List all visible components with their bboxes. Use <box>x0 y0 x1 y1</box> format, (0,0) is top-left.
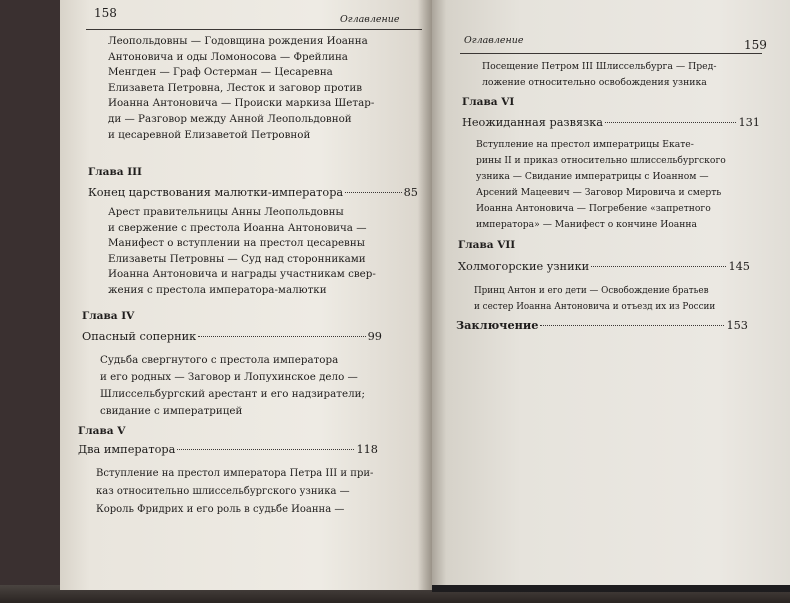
text-line: свидание с императрицей <box>100 405 243 417</box>
text-line: и свержение с престола Иоанна Антоновича — <box>108 221 367 234</box>
chapter-label: Глава V <box>78 425 126 437</box>
text-line: Иоанна Антоновича — Происки маркиза Шетар- <box>108 97 375 110</box>
text-line: и его родных — Заговор и Лопухинское дело — <box>100 371 358 383</box>
text-line: Арест правительницы Анны Леопольдовны <box>108 206 344 218</box>
text-line: Иоанна Антоновича и награды участникам свер- <box>108 268 376 281</box>
text-line: Антоновича и оды Ломоносова — Фрейлина <box>108 50 348 63</box>
toc-entry-page: 153 <box>726 319 748 332</box>
toc-entry-page: 118 <box>356 443 378 456</box>
leader-dots <box>540 325 724 326</box>
leader-dots <box>591 266 726 267</box>
toc-entry-chapter-7[interactable] <box>458 260 750 273</box>
chapter-label: Глава IV <box>82 310 135 322</box>
text-line: и цесаревной Елизаветой Петровной <box>108 128 311 141</box>
text-line: узника — Свидание императрицы с Иоанном — <box>476 171 709 182</box>
text-line: Менгден — Граф Остерман — Цесаревна <box>108 66 333 79</box>
leader-dots <box>605 122 736 123</box>
text-line: Принц Антон и его дети — Освобождение братьев <box>474 286 709 296</box>
toc-entry-conclusion[interactable] <box>456 318 748 332</box>
text-line: Леопольдовны — Годовщина рождения Иоанна <box>108 35 368 47</box>
header-rule <box>460 53 762 54</box>
text-line: каз относительно шлиссельбургского узника — <box>96 486 350 497</box>
chapter-summary <box>108 205 376 299</box>
running-head: Оглавление <box>464 35 524 46</box>
chapter-summary <box>100 352 365 420</box>
text-line: и сестер Иоанна Антоновича и отъезд их из России <box>474 302 716 312</box>
toc-entry-title: Два императора <box>78 443 176 456</box>
chapter-label: Глава VII <box>458 239 516 251</box>
text-line: императора» — Манифест о кончине Иоанна <box>476 219 697 230</box>
toc-entry-chapter-4[interactable] <box>82 330 382 343</box>
toc-entry-page: 99 <box>367 330 382 343</box>
toc-entry-title: Заключение <box>456 318 539 332</box>
chapter-summary <box>474 283 715 315</box>
toc-entry-chapter-5[interactable] <box>78 443 378 456</box>
text-line: Вступление на престол императрицы Екате- <box>476 139 694 150</box>
text-line: жения с престола императора-малютки <box>108 283 327 296</box>
text-line: Елизавета Петровна, Лесток и заговор против <box>108 81 362 94</box>
header-rule <box>86 29 422 30</box>
toc-entry-page: 85 <box>403 186 418 199</box>
leader-dots <box>198 336 365 337</box>
toc-entry-chapter-3[interactable] <box>88 186 418 199</box>
leader-dots <box>177 449 354 450</box>
running-head: Оглавление <box>340 14 400 25</box>
toc-entry-page: 131 <box>738 116 760 129</box>
leader-dots <box>345 192 401 193</box>
text-line: ложение относительно освобождения узника <box>482 77 707 88</box>
toc-entry-title: Конец царствования малютки-императора <box>88 186 344 199</box>
intro-text <box>482 59 717 91</box>
text-line: Шлиссельбургский арестант и его надзиратели; <box>100 388 365 400</box>
text-line: Посещение Петром III Шлиссельбурга — Пред- <box>482 61 717 72</box>
toc-entry-chapter-6[interactable] <box>462 116 760 129</box>
intro-text <box>108 34 374 143</box>
text-line: ди — Разговор между Анной Леопольдовной <box>108 112 352 125</box>
page-number: 158 <box>94 6 117 20</box>
text-line: Елизаветы Петровны — Суд над сторонниками <box>108 252 366 265</box>
text-line: Манифест о вступлении на престол цесаревны <box>108 237 365 250</box>
text-line: Судьба свергнутого с престола императора <box>100 354 339 366</box>
page-number: 159 <box>744 38 767 52</box>
text-line: рины II и приказ относительно шлиссельбургского <box>476 155 726 166</box>
right-page <box>432 0 790 585</box>
chapter-label: Глава III <box>88 166 142 178</box>
chapter-label: Глава VI <box>462 96 515 108</box>
toc-entry-title: Холмогорские узники <box>458 260 590 273</box>
toc-entry-title: Опасный соперник <box>82 330 197 343</box>
text-line: Вступление на престол императора Петра III и при- <box>96 468 374 479</box>
text-line: Король Фридрих и его роль в судьбе Иоанна — <box>96 504 345 515</box>
text-line: Иоанна Антоновича — Погребение «запретного <box>476 203 711 214</box>
toc-entry-page: 145 <box>728 260 750 273</box>
chapter-summary <box>476 137 726 233</box>
left-page <box>60 0 432 590</box>
toc-entry-title: Неожиданная развязка <box>462 116 604 129</box>
chapter-summary <box>96 465 373 519</box>
text-line: Арсений Мацеевич — Заговор Мировича и смерть <box>476 187 722 198</box>
